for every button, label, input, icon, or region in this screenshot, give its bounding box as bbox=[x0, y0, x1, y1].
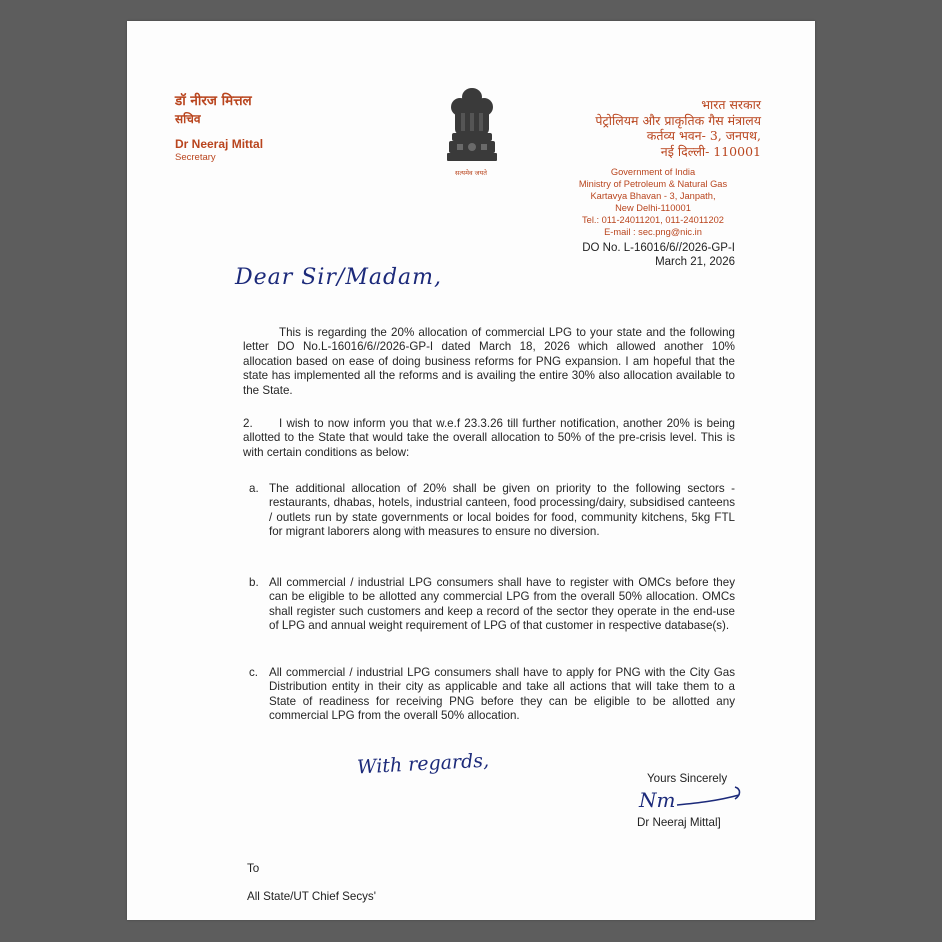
office-line: Ministry of Petroleum & Natural Gas bbox=[578, 179, 728, 189]
condition-c bbox=[249, 666, 735, 724]
office-address-english bbox=[553, 166, 753, 238]
national-emblem-icon bbox=[443, 83, 501, 175]
condition-marker: c. bbox=[249, 666, 259, 679]
office-line: पेट्रोलियम और प्राकृतिक गैस मंत्रालय bbox=[595, 112, 761, 128]
office-line: भारत सरकार bbox=[701, 97, 761, 112]
office-line: कर्तव्य भवन- 3, जनपथ, bbox=[646, 128, 761, 143]
letter-date: March 21, 2026 bbox=[655, 256, 735, 268]
to-label: To bbox=[247, 862, 260, 875]
paragraph-2-number: 2. bbox=[243, 417, 253, 430]
condition-text: All commercial / industrial LPG consumers shall have to register with OMCs before they can be eligible to be allotted any commercial LPG from the overall 50% allocation. OMCs shall register such customers and keep a record of the sector they operate in the end-use of LPG and annual weight requirement of LPG of that customer in respective database(s). bbox=[269, 576, 735, 633]
emblem-motto: सत्यमेव जयते bbox=[455, 169, 487, 177]
office-line: नई दिल्ली- 110001 bbox=[660, 143, 761, 159]
signatory-name: Dr Neeraj Mittal] bbox=[637, 816, 721, 829]
condition-text: All commercial / industrial LPG consumers shall have to apply for PNG with the City Gas Distribution entity in their city as applicable and take all actions that will take them to a State of readiness for receiving PNG before they can be eligible to be allotted any commercial LPG from the overall 50% allocation. bbox=[269, 666, 735, 723]
office-line: New Delhi-110001 bbox=[615, 203, 691, 213]
recipients: All State/UT Chief Secys' bbox=[247, 890, 376, 903]
paragraph-2-text: I wish to now inform you that w.e.f 23.3.26 till further notification, another 20% is being allotted to the State that would take the overall allocation to 50% of the pre-crisis level. This is with certain conditions as below: bbox=[243, 417, 735, 459]
salutation: Dear Sir/Madam, bbox=[235, 265, 443, 290]
yours-sincerely: Yours Sincerely bbox=[647, 772, 728, 785]
sender-title-hindi: सचिव bbox=[175, 112, 201, 126]
do-number: DO No. L-16016/6//2026-GP-I bbox=[582, 242, 735, 254]
condition-text: The additional allocation of 20% shall be given on priority to the following sectors - restaurants, dhabas, hotels, industrial canteen, food processing/dairy, subsidised canteens / outlets run by state governments or local boides for food, community kitchens, 5kg FTL for migrant laborers along with measures to ensure no diversion. bbox=[269, 482, 735, 539]
reference-block bbox=[582, 241, 735, 269]
signature-text: Nm bbox=[639, 788, 676, 812]
office-line: Kartavya Bhavan - 3, Janpath, bbox=[590, 191, 716, 201]
sender-name-hindi: डॉ नीरज मित्तल bbox=[175, 93, 252, 109]
handwritten-regards: With regards, bbox=[356, 749, 490, 779]
paragraph-1: This is regarding the 20% allocation of commercial LPG to your state and the following letter DO No.L-16016/6//2026-GP-I dated March 18, 2026 which allowed another 10% allocation based on ease of doing business reforms for PNG expansion. I am hopeful that the state has implemented all the reforms and is availing the entire 30% also allocation available to the State. bbox=[243, 326, 735, 397]
letter-page bbox=[127, 21, 815, 920]
condition-marker: b. bbox=[249, 576, 259, 589]
sender-name: Dr Neeraj Mittal bbox=[175, 137, 264, 151]
condition-b bbox=[249, 576, 735, 634]
office-phone: Tel.: 011-24011201, 011-24011202 bbox=[582, 215, 724, 225]
sender-title: Secretary bbox=[175, 152, 216, 163]
office-address-hindi bbox=[595, 97, 761, 159]
signature-icon bbox=[637, 783, 747, 817]
office-email: E-mail : sec.png@nic.in bbox=[604, 227, 702, 237]
office-line: Government of India bbox=[610, 167, 696, 177]
condition-marker: a. bbox=[249, 482, 259, 495]
paragraph-2 bbox=[243, 417, 735, 460]
condition-a bbox=[249, 482, 735, 540]
